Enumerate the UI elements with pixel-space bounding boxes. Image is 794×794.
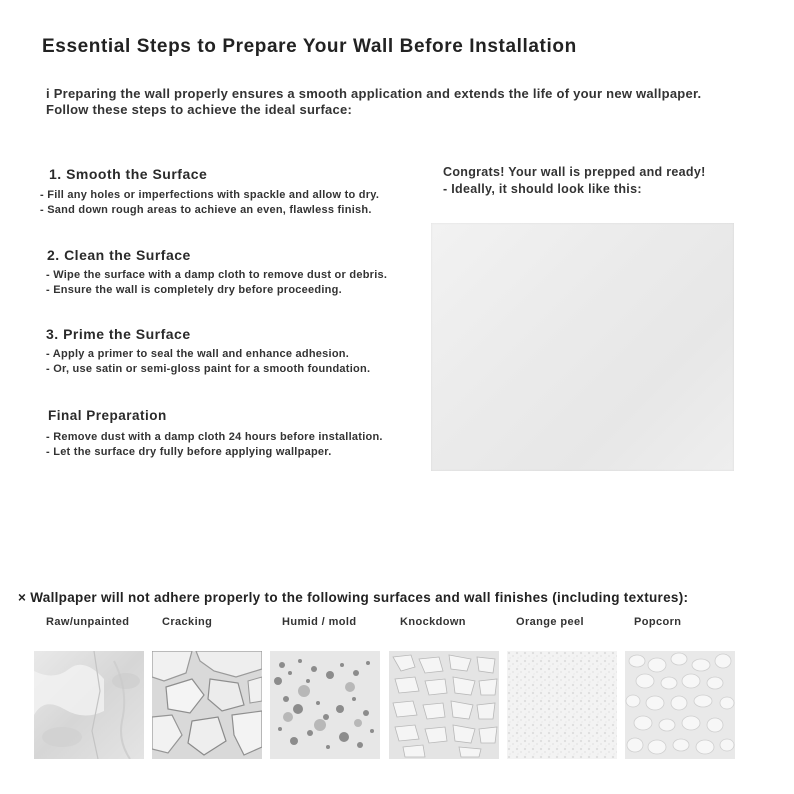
final-preparation-heading: Final Preparation — [48, 408, 167, 423]
step-2-line-1: - Wipe the surface with a damp cloth to remove dust or debris. — [46, 269, 388, 281]
raw-wall-texture-icon — [34, 651, 144, 759]
mold-wall-texture-icon — [270, 651, 380, 759]
step-1-list — [40, 188, 379, 218]
intro-line-1: i Preparing the wall properly ensures a smooth application and extends the life of your new wallpaper. — [46, 86, 702, 101]
warning-text: × Wallpaper will not adhere properly to the following surfaces and wall finishes (including textures): — [18, 590, 689, 605]
step-3-list — [46, 347, 370, 377]
texture-label-popcorn: Popcorn — [634, 616, 682, 628]
texture-label-orange-peel: Orange peel — [516, 616, 584, 628]
congrats-line-1: Congrats! Your wall is prepped and ready! — [443, 165, 706, 179]
final-preparation-list — [46, 430, 383, 460]
intro-line-2: Follow these steps to achieve the ideal surface: — [46, 102, 353, 117]
texture-label-raw: Raw/unpainted — [46, 616, 130, 628]
intro-text — [46, 86, 701, 118]
cracking-wall-texture-icon — [152, 651, 262, 759]
step-3-line-2: - Or, use satin or semi-gloss paint for a smooth foundation. — [46, 363, 371, 375]
ideal-wall-image — [431, 223, 734, 471]
congrats-text — [443, 164, 706, 198]
final-line-1: - Remove dust with a damp cloth 24 hours before installation. — [46, 431, 383, 443]
step-1-heading: 1. Smooth the Surface — [49, 166, 208, 182]
step-1-line-1: - Fill any holes or imperfections with spackle and allow to dry. — [40, 189, 380, 201]
congrats-line-2: - Ideally, it should look like this: — [443, 182, 642, 196]
knockdown-wall-texture-icon — [389, 651, 499, 759]
texture-label-mold: Humid / mold — [282, 616, 357, 628]
texture-label-cracking: Cracking — [162, 616, 213, 628]
step-2-line-2: - Ensure the wall is completely dry before proceeding. — [46, 284, 342, 296]
step-3-heading: 3. Prime the Surface — [46, 326, 191, 342]
page-title: Essential Steps to Prepare Your Wall Before Installation — [42, 36, 577, 57]
step-2-heading: 2. Clean the Surface — [47, 247, 191, 263]
texture-label-knockdown: Knockdown — [400, 616, 466, 628]
popcorn-wall-texture-icon — [625, 651, 735, 759]
step-3-line-1: - Apply a primer to seal the wall and enhance adhesion. — [46, 348, 350, 360]
step-1-line-2: - Sand down rough areas to achieve an even, flawless finish. — [40, 204, 372, 216]
orange-peel-wall-texture-icon — [507, 651, 617, 759]
step-2-list — [46, 268, 387, 298]
final-line-2: - Let the surface dry fully before applying wallpaper. — [46, 446, 332, 458]
